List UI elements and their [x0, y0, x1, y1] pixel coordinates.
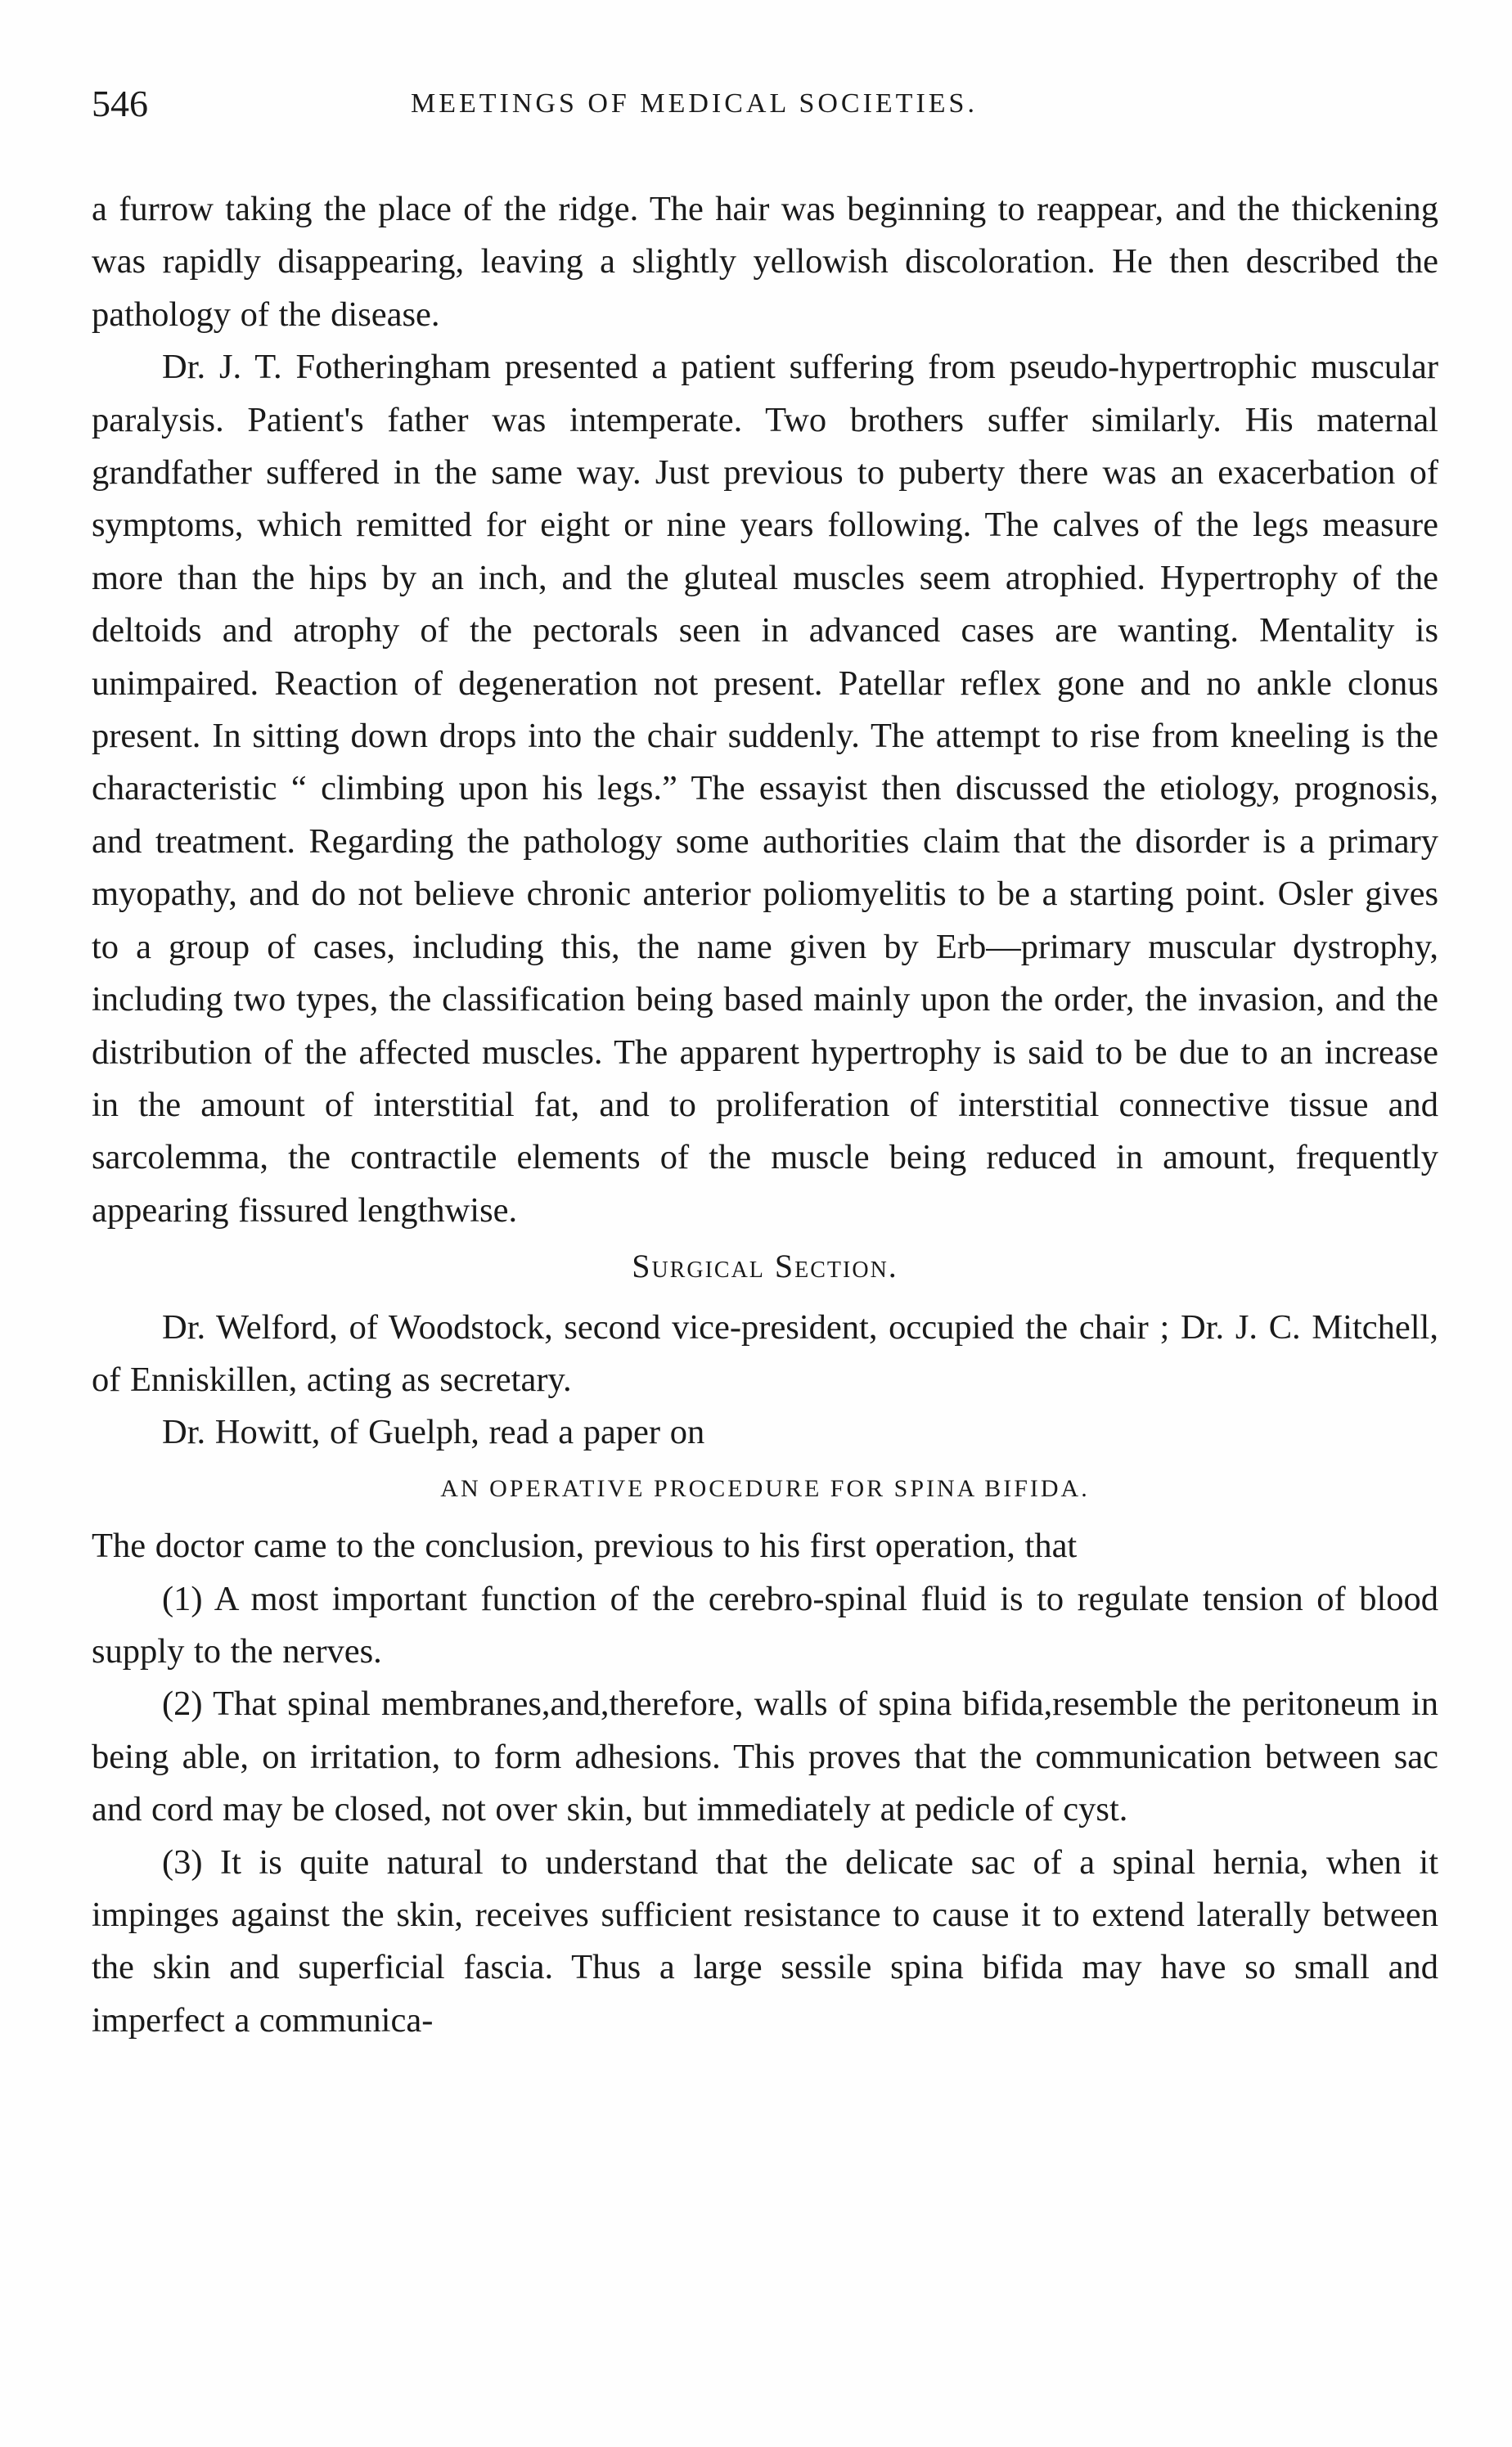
page-number: 546 — [92, 83, 148, 124]
paragraph-point-3: (3) It is quite natural to understand that the delicate sac of a spinal hernia, when it impinges against the skin, receives sufficient resistance to cause it to extend laterally between the skin and superficial fascia. Thus a large sessile spina bifida may have so small and imperfect a communica- — [92, 1842, 1438, 2040]
paragraph-howitt: Dr. Howitt, of Guelph, read a paper on — [162, 1413, 705, 1452]
page-header — [92, 82, 1433, 139]
page-body — [92, 183, 1438, 2047]
paragraph-point-2: (2) That spinal membranes,and,therefore, walls of spina bifida,resemble the peritoneum in being able, on irritation, to form adhesions. This proves that the communication between sac and cord may be closed, not over skin, but immediately at pedicle of cyst. — [92, 1685, 1438, 1829]
paragraph-conclusion: The doctor came to the conclusion, previous to his first operation, that — [92, 1527, 1078, 1566]
section-heading: Surgical Section. — [632, 1248, 898, 1285]
paragraph-continuation: a furrow taking the place of the ridge. The hair was beginning to reappear, and the thickening was rapidly disappearing, leaving a slightly yellowish discoloration. He then described the pathology of the disease. — [92, 190, 1438, 334]
paragraph-fotheringham: Dr. J. T. Fotheringham presented a patient suffering from pseudo-hypertrophic muscular paralysis. Patient's father was intemperate. Two brothers suffer similarly. His maternal grandfather suffered in the same way. Just previous to puberty there was an exacerbation of symptoms, which remitted for eight or nine years following. The calves of the legs measure more than the hips by an inch, and the gluteal muscles seem atrophied. Hypertrophy of the deltoids and atrophy of the pectorals seen in advanced cases are wanting. Mentality is unimpaired. Reaction of degeneration not present. Patellar reflex gone and no ankle clonus present. In sitting down drops into the chair suddenly. The attempt to rise from kneeling is the characteristic “ climbing upon his legs.” The essayist then discussed the etiology, prognosis, and treatment. Regarding the pathology some authorities claim that the disorder is a primary myopathy, and do not believe chronic anterior poliomyelitis to be a starting point. Osler gives to a group of cases, including this, the name given by Erb—primary muscular dystrophy, including two types, the classification being based mainly upon the order, the invasion, and the distribution of the affected muscles. The apparent hypertrophy is said to be due to an increase in the amount of interstitial fat, and to proliferation of interstitial connective tissue and sarcolemma, the contractile elements of the muscle being reduced in amount, frequently appearing fissured lengthwise. — [92, 348, 1438, 1230]
paragraph-point-1: (1) A most important function of the cerebro-spinal fluid is to regulate tension of blood supply to the nerves. — [92, 1579, 1438, 1671]
running-head: MEETINGS OF MEDICAL SOCIETIES. — [411, 88, 978, 119]
article-title: AN OPERATIVE PROCEDURE FOR SPINA BIFIDA. — [440, 1474, 1090, 1502]
paragraph-chair: Dr. Welford, of Woodstock, second vice-president, occupied the chair ; Dr. J. C. Mitchell, of Enniskillen, acting as secretary. — [92, 1307, 1438, 1399]
